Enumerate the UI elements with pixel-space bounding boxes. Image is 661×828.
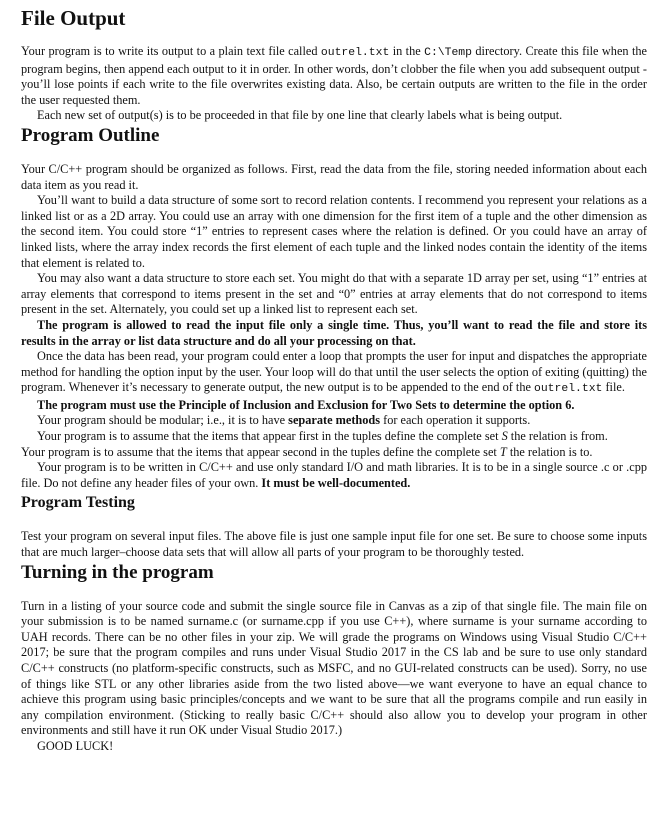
text: the relation is from. (507, 429, 608, 444)
bold-text: The program must use the Principle of Inclusion and Exclusion for Two Sets to determine the option 6. (37, 397, 575, 412)
heading-program-outline: Program Outline (21, 124, 160, 146)
outline-paragraph-6 (21, 398, 647, 414)
math-variable: S (501, 429, 508, 444)
file-output-paragraph-1 (21, 44, 647, 108)
outline-paragraph-8 (21, 429, 647, 445)
outline-paragraph-9 (21, 445, 647, 461)
bold-text: The program is allowed to read the input file only a single time. Thus, you’ll want to read the file and store its results in the array or list data structure and do all your processing on that. (21, 317, 647, 348)
bold-text: It must be well-documented. (261, 475, 411, 490)
filename-code: outrel.txt (534, 383, 603, 396)
text: Your program is to assume that the items that appear second in the tuples define the complete set (21, 444, 500, 459)
turning-in-paragraph-1: Turn in a listing of your source code and submit the single source file in Canvas as a zip of that single file. The main file on your submission is to be named surname.c (or surname.cpp if you use C++), where surname is your surname according to UAH records. There can be no other files in your zip. We will grade the programs on Windows using Visual Studio C/C++ 2017; be sure that the program compiles and runs under Visual Studio 2017 in the CS lab and be sure to use only standard C/C++ constructs (no platform-specific constructs, such as MSFC, and no GUI-related constructs can be used). Sorry, no use of things like STL or any other libraries aside from the two listed above—we want everyone to have an equal chance to achieve this program using basic principles/concepts and we want to be sure that all the programs compile and run easily in any compilation environment. (Sticking to really basic C/C++ should also allow you to develop your program in other environments and still have it run OK under Visual Studio 2017.) (21, 598, 647, 738)
outline-paragraph-3: You may also want a data structure to store each set. You might do that with a separate 1D array per set, using “1” entries at array elements that correspond to items present in the set and “0” entries at array elements that do not correspond to items present in the set. Alternately, you could set up a linked list to represent each set. (21, 271, 647, 317)
outline-paragraph-10 (21, 460, 647, 491)
testing-paragraph-1: Test your program on several input files. The above file is just one sample input file for one set. Be sure to choose some inputs that are much larger–choose data sets that will allow all parts of your program to be thoroughly tested. (21, 529, 647, 560)
file-output-paragraph-2: Each new set of output(s) is to be proceeded in that file by one line that clearly labels what is being output. (37, 108, 563, 123)
heading-program-testing: Program Testing (21, 494, 135, 512)
heading-file-output: File Output (21, 6, 126, 30)
section-program-testing (21, 491, 647, 560)
text: Your program is to write its output to a plain text file called (21, 44, 321, 58)
text: in the (389, 44, 425, 58)
text: Your program is to assume that the items that appear first in the tuples define the complete set (37, 429, 502, 444)
text: file. (602, 380, 625, 395)
text: the relation is to. (506, 444, 593, 459)
text: directory. Create this file when the program begins, then append each output to it in order. In other words, don’t clobber the file when you add subsequent output - you’ll lose points if each write to the file overwrites existing data. Also, be certain outputs are written to the file in the order the user requested them. (21, 44, 647, 107)
outline-paragraph-1: Your C/C++ program should be organized as follows. First, read the data from the file, storing needed information about each data item as you read it. (21, 161, 647, 192)
outline-paragraph-2: You’ll want to build a data structure of some sort to record relation contents. I recommend you represent your relations as a linked list or as a 2D array. You could use an array with one dimension for the first item of a tuple and the other dimension as the second item. You could store “1” entries to represent cases where the relation is defined. Or you could have an array of linked lists, where the array index records the first element of each tuple and the linked nodes contain the identity of the items that element is related to. (21, 193, 647, 270)
directory-code: C:\Temp (424, 47, 472, 59)
text: Your program is to be written in C/C++ and use only standard I/O and math libraries. It is to be in a single source .c or .cpp file. Do not define any header files of your own. (21, 460, 647, 490)
text: for each operation it supports. (380, 413, 531, 428)
filename-code: outrel.txt (320, 47, 390, 59)
text: Your program should be modular; i.e., it is to have (37, 413, 289, 428)
bold-text: separate methods (288, 413, 381, 428)
outline-paragraph-4 (21, 318, 647, 349)
math-variable: T (499, 444, 507, 459)
good-luck-text: GOOD LUCK! (37, 738, 114, 753)
section-file-output (21, 6, 647, 124)
section-turning-in (21, 561, 647, 755)
outline-paragraph-5 (21, 349, 647, 398)
text: Once the data has been read, your program could enter a loop that prompts the user for input and dispatches the appropriate method for handling the option input by the user. Your loop will do that until the user selects the option of exiting (quitting) the program. Whenever it’s necessary to generate output, the new output is to be appended to the end of the (21, 349, 647, 395)
heading-turning-in: Turning in the program (21, 561, 214, 583)
section-program-outline (21, 124, 647, 491)
outline-paragraph-7 (21, 413, 647, 429)
